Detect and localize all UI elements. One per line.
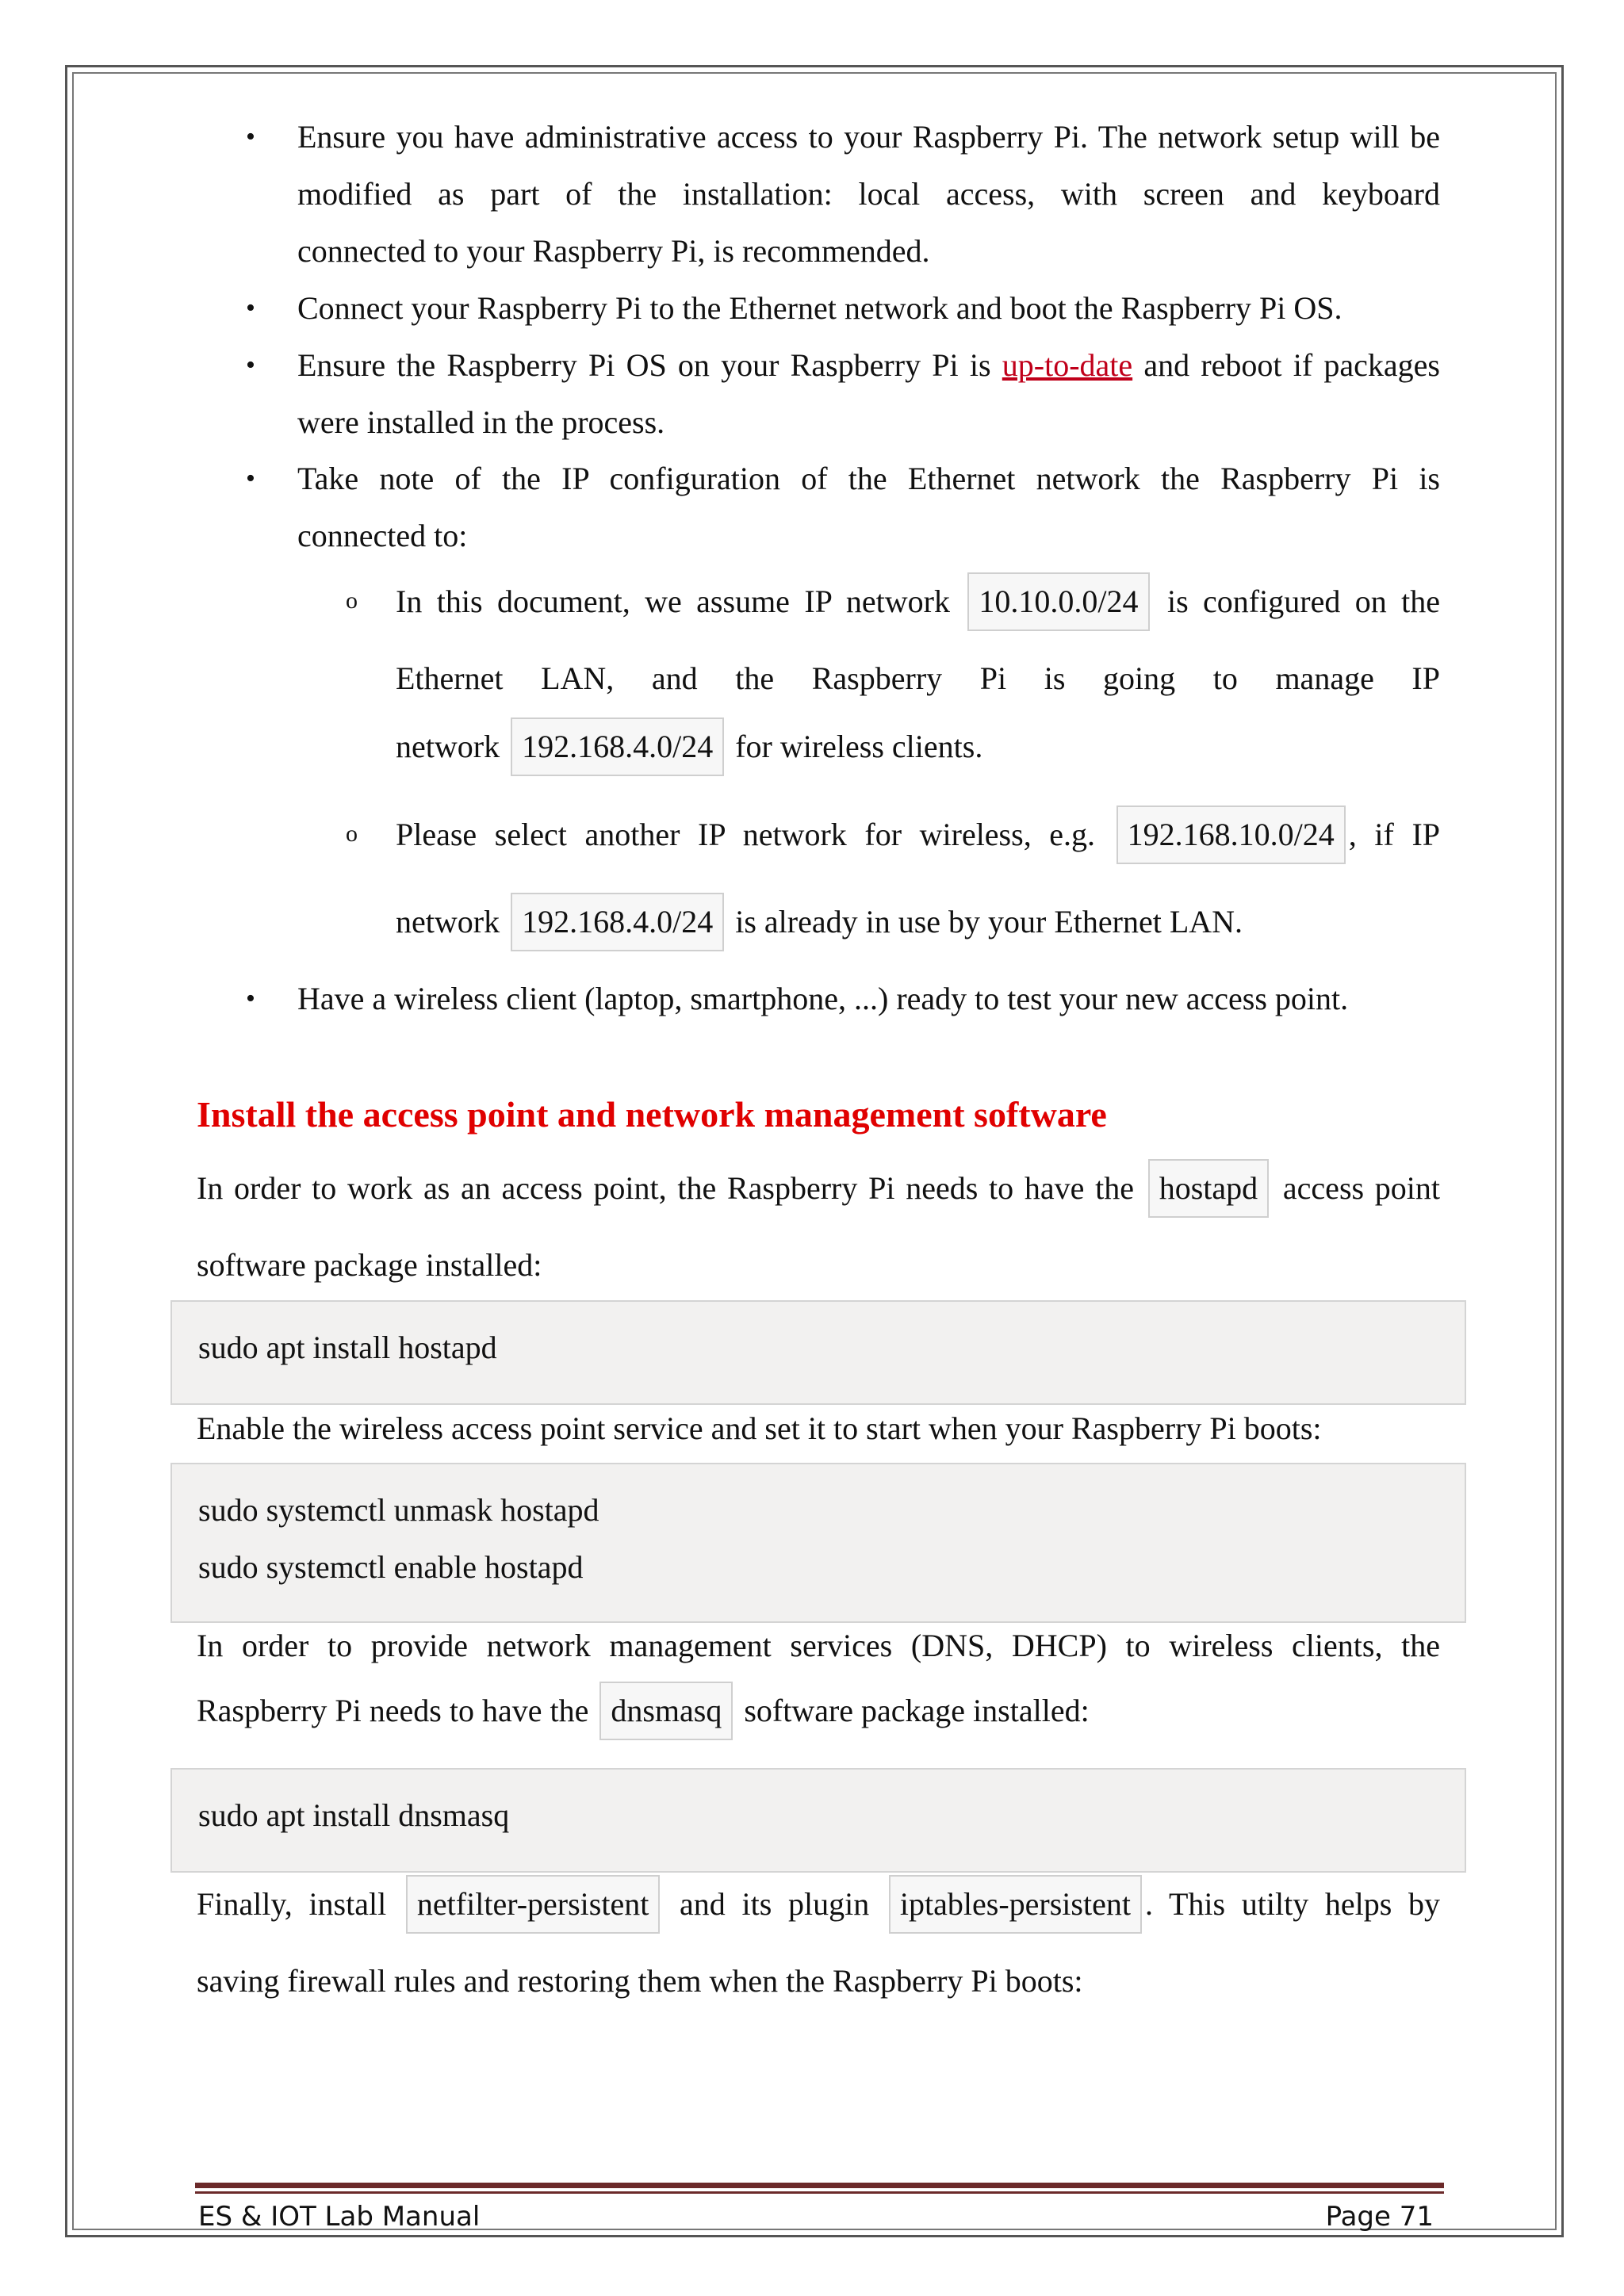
- hostapd-code: hostapd: [1148, 1159, 1269, 1218]
- paragraph-4-end: saving firewall rules and restoring them when the Raspberry Pi boots:: [197, 1963, 1083, 1999]
- bullet-icon: •: [246, 350, 255, 380]
- sub-2-pre: Please select another IP network for wireless, e.g.: [396, 817, 1096, 852]
- p1-pre: In order to work as an access point, the Raspberry Pi needs to have the: [197, 1170, 1134, 1206]
- page-number: Page 71: [1325, 2201, 1434, 2233]
- up-to-date-link[interactable]: up-to-date: [1002, 347, 1133, 383]
- p4-mid: and its plugin: [680, 1886, 870, 1922]
- bullet-icon: •: [246, 122, 255, 151]
- p4-pre: Finally, install: [197, 1886, 387, 1922]
- bullet-2-text: Connect your Raspberry Pi to the Ethernet network and boot the Raspberry Pi OS.: [297, 290, 1342, 326]
- paragraph-3-line2: [197, 1682, 1090, 1740]
- sub-2-post: , if IP: [1348, 817, 1441, 852]
- circle-bullet-icon: o: [346, 821, 358, 847]
- bullet-1-end: connected to your Raspberry Pi, is recommended.: [297, 233, 930, 269]
- paragraph-1-end: software package installed:: [197, 1247, 542, 1283]
- bullet-icon: •: [246, 293, 255, 323]
- command-line: sudo systemctl unmask hostapd: [198, 1492, 599, 1528]
- bullet-5-text: Have a wireless client (laptop, smartphone, ...) ready to test your new access point.: [297, 981, 1349, 1016]
- footer-rule-thin: [195, 2191, 1444, 2194]
- wireless-network-code-2: 192.168.4.0/24: [511, 893, 724, 951]
- sub-2-post2: is already in use by your Ethernet LAN.: [735, 904, 1243, 939]
- p3-post: software package installed:: [744, 1693, 1090, 1728]
- sub-bullet-1-line2: Ethernet LAN, and the Raspberry Pi is going to manage IP: [396, 660, 1440, 696]
- dnsmasq-code: dnsmasq: [599, 1682, 733, 1740]
- paragraph-3-line1: In order to provide network management services (DNS, DHCP) to wireless clients, the: [197, 1628, 1440, 1663]
- paragraph-2: Enable the wireless access point service and set it to start when your Raspberry Pi boots:: [197, 1410, 1322, 1446]
- sub-1-post: is configured on the: [1166, 584, 1441, 619]
- sub-bullet-2-line2: [396, 893, 1243, 951]
- command-line: sudo apt install dnsmasq: [198, 1797, 510, 1833]
- footer-rule-thick: [195, 2183, 1444, 2188]
- bullet-4-end: connected to:: [297, 518, 468, 553]
- paragraph-4-line1: [197, 1875, 1440, 1934]
- alt-network-code: 192.168.10.0/24: [1116, 806, 1346, 864]
- bullet-3-post: and reboot if packages: [1143, 347, 1440, 383]
- sub-1-post3: for wireless clients.: [735, 729, 983, 764]
- bullet-1-text: Ensure you have administrative access to your Raspberry Pi. The network setup will be modified as part of the installation: local access, with screen and keyboard: [297, 119, 1440, 212]
- section-heading: Install the access point and network management software: [197, 1094, 1107, 1135]
- p1-post: access point: [1282, 1170, 1441, 1206]
- command-line: sudo systemctl enable hostapd: [198, 1549, 584, 1585]
- wireless-network-code: 192.168.4.0/24: [511, 718, 724, 776]
- bullet-icon: •: [246, 464, 255, 493]
- p4-post: . This utilty helps by: [1144, 1886, 1441, 1922]
- bullet-3-pre: Ensure the Raspberry Pi OS on your Raspberry Pi is: [297, 347, 991, 383]
- sub-bullet-1-line3: [396, 718, 982, 776]
- ip-network-code: 10.10.0.0/24: [967, 572, 1149, 631]
- bullet-icon: •: [246, 984, 255, 1013]
- code-block-2: [170, 1463, 1466, 1623]
- footer-title: ES & IOT Lab Manual: [198, 2201, 481, 2233]
- paragraph-1-line1: [197, 1159, 1440, 1218]
- bullet-3-end: were installed in the process.: [297, 404, 665, 440]
- command-line: sudo apt install hostapd: [198, 1330, 497, 1365]
- sub-bullet-2-line1: [396, 806, 1440, 864]
- sub-bullet-1-line1: [396, 572, 1440, 631]
- code-block-3: [170, 1768, 1466, 1873]
- code-block-1: [170, 1300, 1466, 1405]
- sub-1-pre3: network: [396, 729, 500, 764]
- netfilter-code: netfilter-persistent: [406, 1875, 660, 1934]
- p3-pre: Raspberry Pi needs to have the: [197, 1693, 589, 1728]
- circle-bullet-icon: o: [346, 587, 358, 614]
- bullet-4-text: Take note of the IP configuration of the Ethernet network the Raspberry Pi is: [297, 461, 1440, 496]
- iptables-code: iptables-persistent: [889, 1875, 1142, 1934]
- bullet-3-line: [297, 337, 1440, 394]
- sub-2-pre2: network: [396, 904, 500, 939]
- sub-1-pre: In this document, we assume IP network: [396, 584, 950, 619]
